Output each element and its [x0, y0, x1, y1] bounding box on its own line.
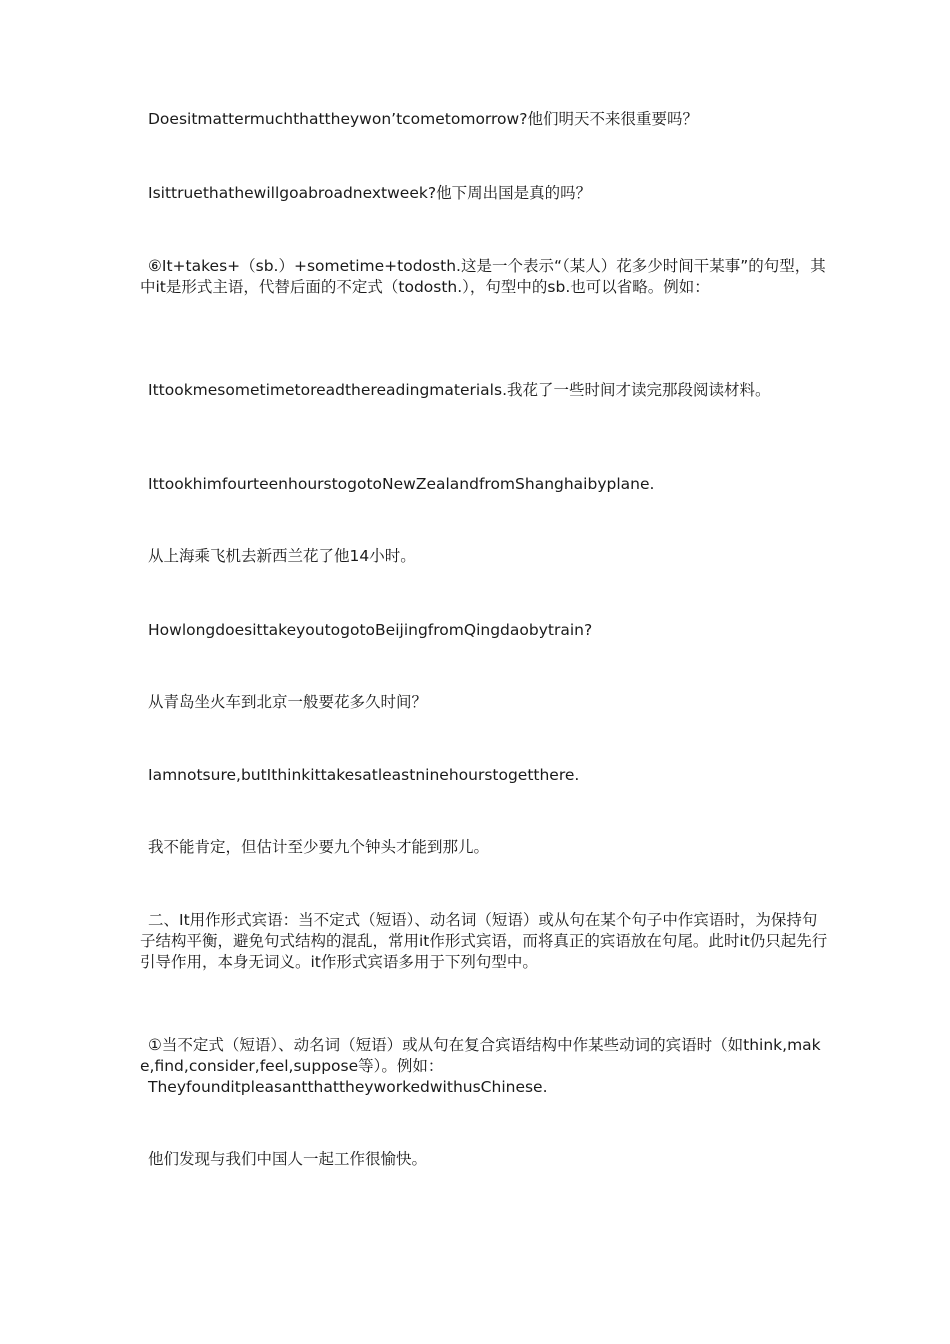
paragraph-6	[140, 546, 830, 567]
paragraph-3	[140, 256, 830, 298]
paragraph-1	[140, 109, 830, 130]
paragraph-6-text: 从上海乘飞机去新西兰花了他14小时。	[148, 547, 416, 565]
paragraph-2-text: Isittruethathewillgoabroadnextweek?他下周出国是真的吗？	[148, 184, 592, 202]
paragraph-3-text: ⑥It+takes+（sb.）+sometime+todosth.这是一个表示“（某人）花多少时间干某事”的句型，其中it是形式主语，代替后面的不定式（todosth.），句型中的sb.也可以省略。例如：	[140, 257, 826, 296]
paragraph-2	[140, 183, 830, 204]
paragraph-4	[140, 380, 830, 401]
paragraph-9-text: Iamnotsure,butIthinkittakesatleastninehourstogetthere.	[148, 766, 580, 784]
paragraph-8	[140, 692, 830, 713]
paragraph-11	[140, 910, 830, 973]
paragraph-7-text: HowlongdoesittakeyoutogotoBeijingfromQingdaobytrain?	[148, 621, 593, 639]
paragraph-13	[140, 1149, 830, 1170]
paragraph-5-text: IttookhimfourteenhourstogotoNewZealandfromShanghaibyplane.	[148, 475, 655, 493]
paragraph-12-example	[140, 1077, 830, 1098]
paragraph-4-text: Ittookmesometimetoreadthereadingmaterials.我花了一些时间才读完那段阅读材料。	[148, 381, 771, 399]
paragraph-8-text: 从青岛坐火车到北京一般要花多久时间？	[148, 693, 428, 711]
paragraph-1-text: Doesitmattermuchthattheywon’tcometomorrow?他们明天不来很重要吗？	[148, 110, 698, 128]
paragraph-12-text: ①当不定式（短语）、动名词（短语）或从句在复合宾语结构中作某些动词的宾语时（如think,make,find,consider,feel,suppose等）。例如：	[140, 1036, 821, 1075]
paragraph-7	[140, 620, 830, 641]
paragraph-10	[140, 837, 830, 858]
paragraph-5	[140, 474, 830, 495]
paragraph-12	[140, 1035, 830, 1098]
paragraph-9	[140, 765, 830, 786]
paragraph-10-text: 我不能肯定，但估计至少要九个钟头才能到那儿。	[148, 838, 490, 856]
paragraph-12-example-text: TheyfounditpleasantthattheyworkedwithusChinese.	[148, 1078, 548, 1096]
paragraph-13-text: 他们发现与我们中国人一起工作很愉快。	[148, 1150, 428, 1168]
paragraph-11-text: 二、It用作形式宾语：当不定式（短语）、动名词（短语）或从句在某个句子中作宾语时，为保持句子结构平衡，避免句式结构的混乱，常用it作形式宾语，而将真正的宾语放在句尾。此时it仍只起先行引导作用，本身无词义。it作形式宾语多用于下列句型中。	[140, 911, 828, 971]
